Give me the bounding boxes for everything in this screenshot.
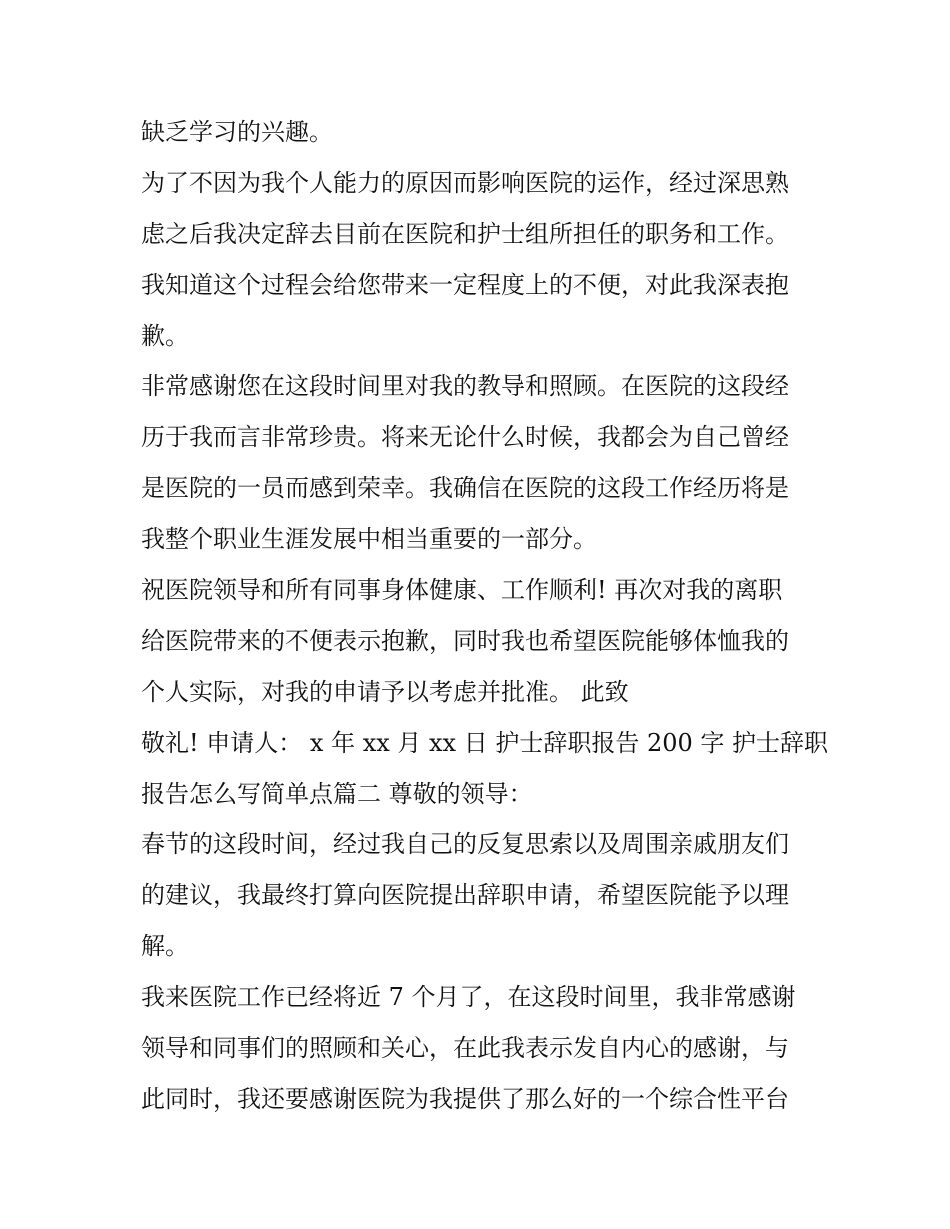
text-line-14: 报告怎么写简单点篇二 尊敬的领导： — [141, 779, 533, 808]
text-line-19: 领导和同事们的照顾和关心，在此我表示发自内心的感谢，与 — [141, 1034, 789, 1063]
text-line-12: 个人实际，对我的申请予以考虑并批准。 此致 — [141, 677, 629, 706]
text-line-1: 缺乏学习的兴趣。 — [141, 118, 333, 146]
text-line-9: 我整个职业生涯发展中相当重要的一部分。 — [141, 525, 597, 554]
text-line-13: 敬礼! 申请人： x 年 xx 月 xx 日 护士辞职报告 200 字 护士辞职 — [141, 728, 829, 757]
text-line-5: 歉。 — [141, 321, 189, 350]
document-body — [141, 107, 829, 1125]
text-line-2: 为了不因为我个人能力的原因而影响医院的运作，经过深思熟 — [141, 168, 789, 197]
text-line-7: 历于我而言非常珍贵。将来无论什么时候，我都会为自己曾经 — [141, 423, 789, 452]
text-line-15: 春节的这段时间，经过我自己的反复思索以及周围亲戚朋友们 — [141, 830, 789, 859]
text-line-18: 我来医院工作已经将近 7 个月了，在这段时间里，我非常感谢 — [141, 983, 796, 1012]
text-line-6: 非常感谢您在这段时间里对我的教导和照顾。在医院的这段经 — [141, 372, 789, 401]
text-line-8: 是医院的一员而感到荣幸。我确信在医院的这段工作经历将是 — [141, 474, 789, 503]
text-line-16: 的建议，我最终打算向医院提出辞职申请，希望医院能予以理 — [141, 881, 789, 910]
text-line-17: 解。 — [141, 932, 189, 961]
text-line-20: 此同时，我还要感谢医院为我提供了那么好的一个综合性平台 — [141, 1084, 789, 1113]
text-line-4: 我知道这个过程会给您带来一定程度上的不便，对此我深表抱 — [141, 270, 789, 299]
text-line-11: 给医院带来的不便表示抱歉，同时我也希望医院能够体恤我的 — [141, 626, 789, 655]
text-line-10: 祝医院领导和所有同事身体健康、工作顺利! 再次对我的离职 — [141, 576, 783, 605]
text-line-3: 虑之后我决定辞去目前在医院和护士组所担任的职务和工作。 — [141, 219, 789, 248]
